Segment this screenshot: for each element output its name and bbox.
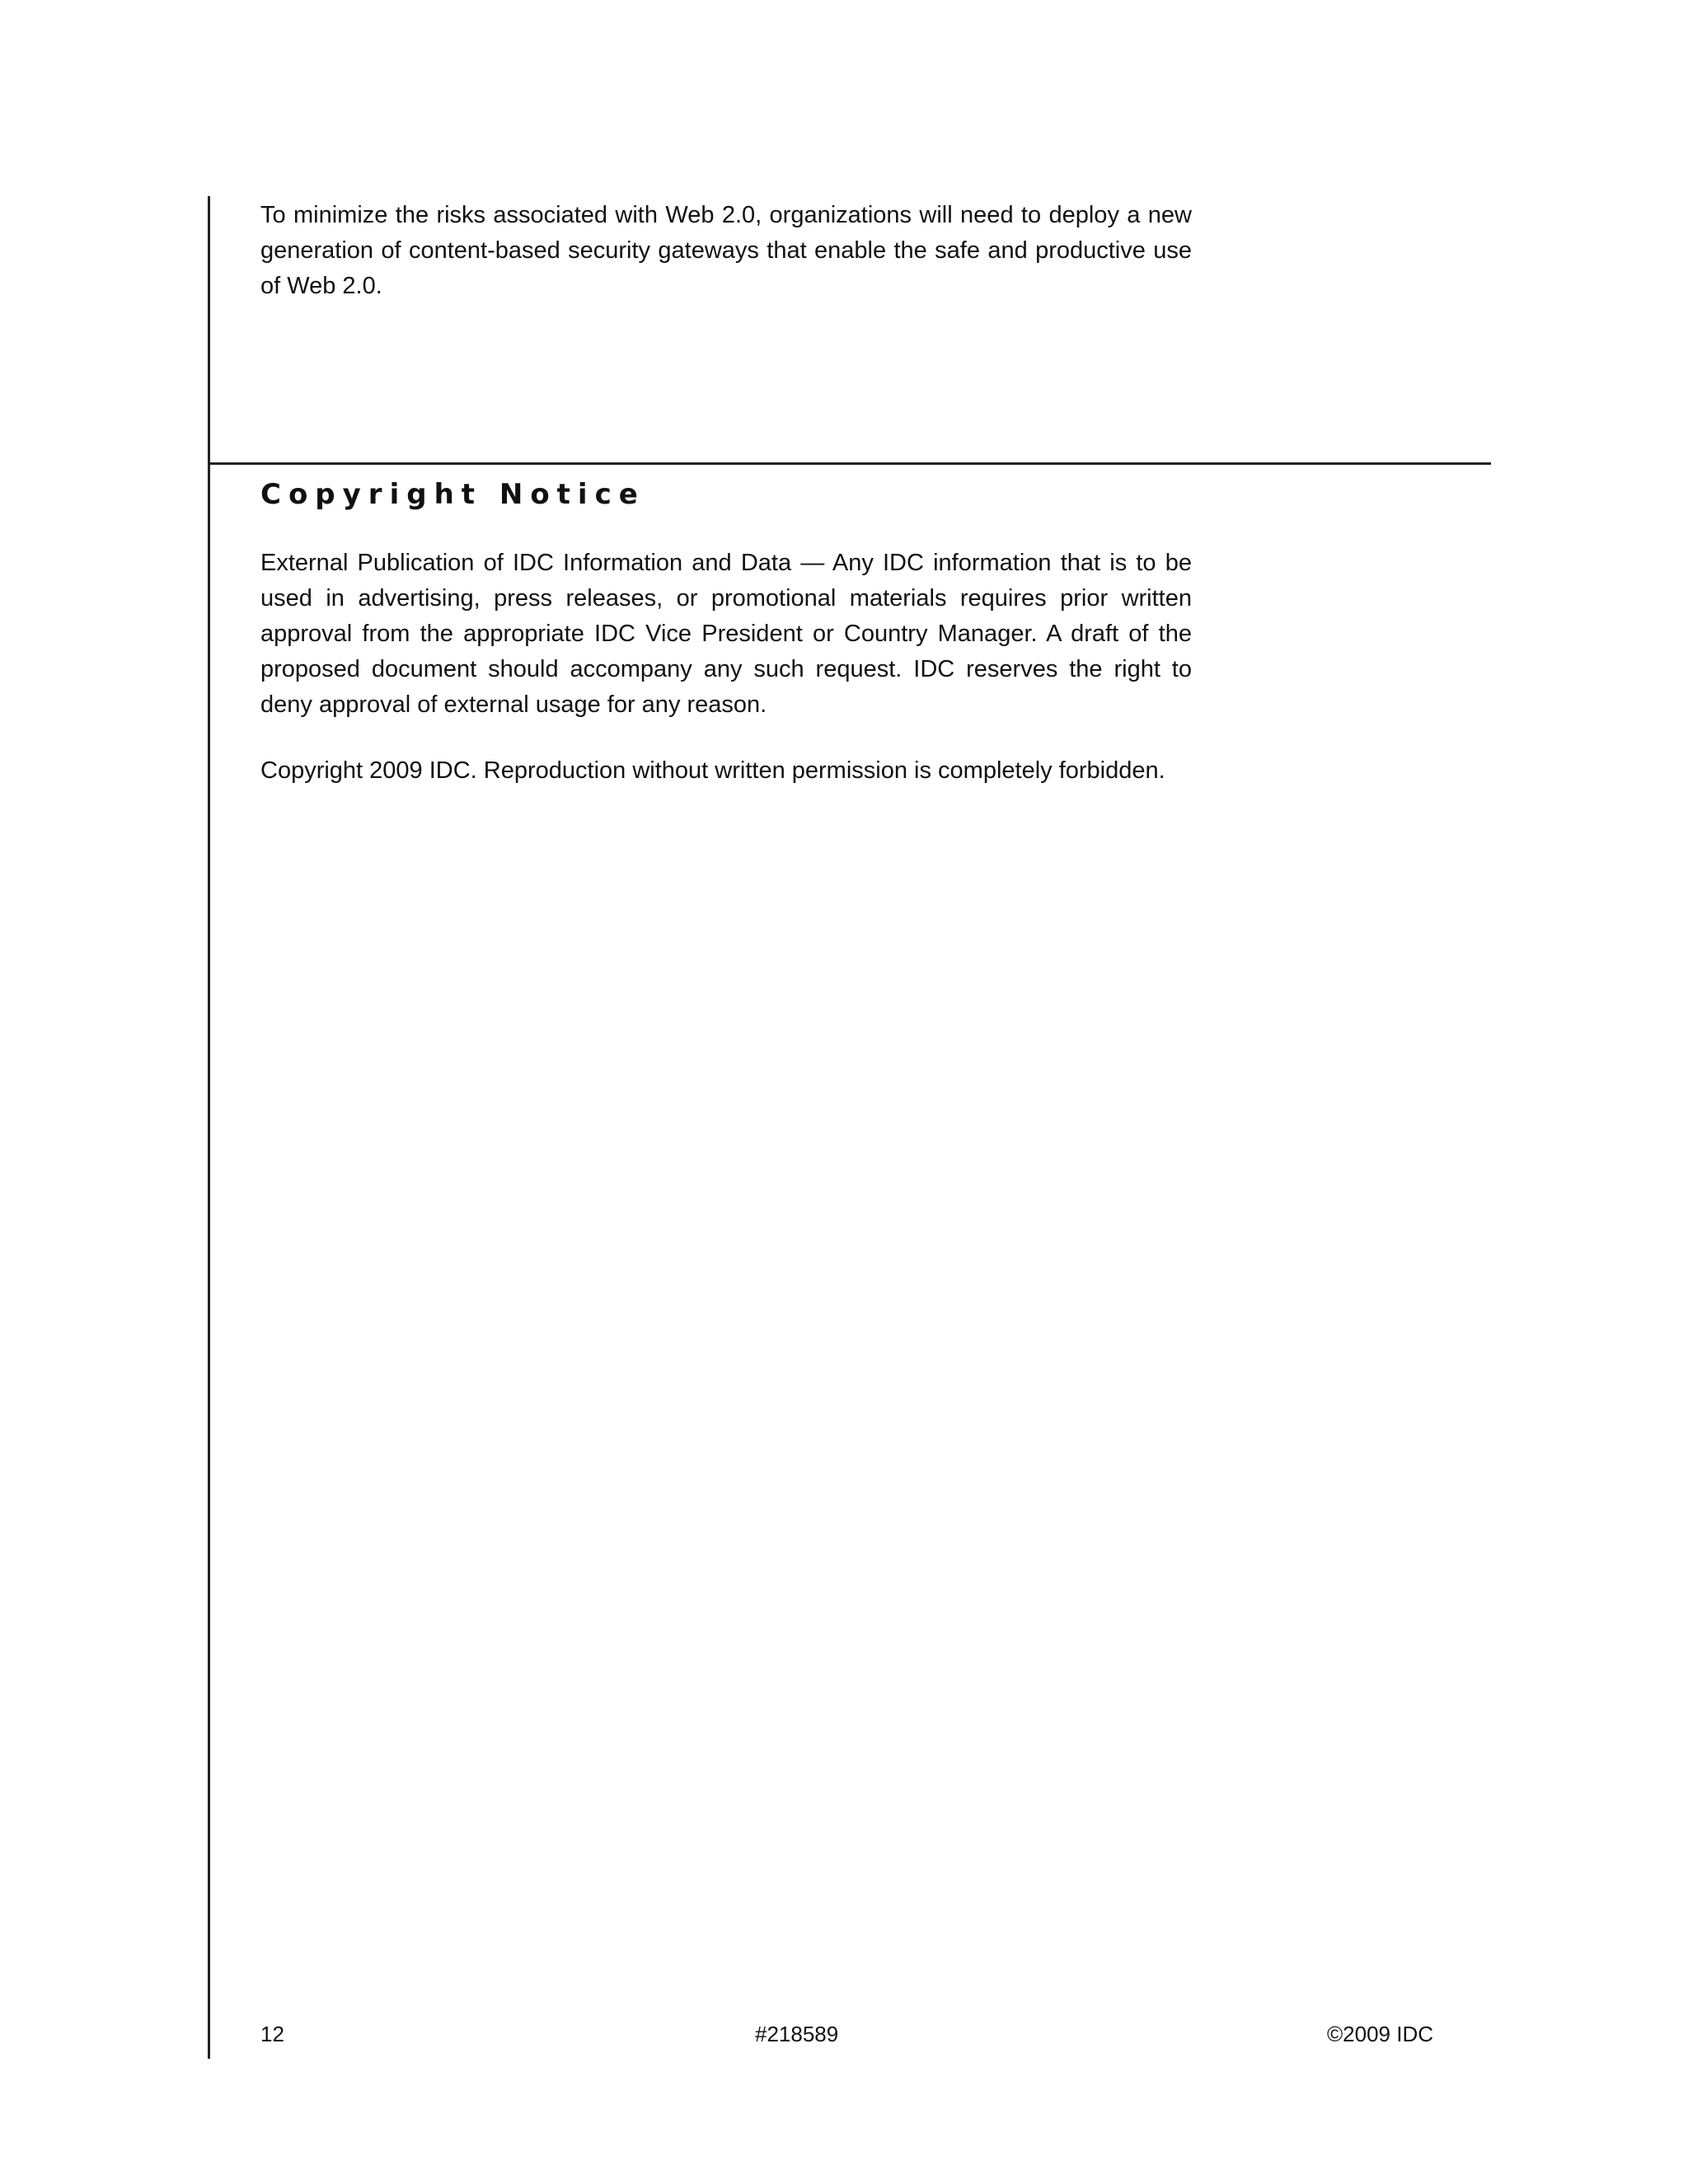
footer-document-number: #218589 — [755, 2022, 839, 2046]
copyright-paragraph: Copyright 2009 IDC. Reproduction without written permission is completely forbidden. — [260, 757, 1165, 784]
external-publication-paragraph: External Publication of IDC Information and Data — Any IDC information that is to be used in advertising, press releases, or promotional materials requires prior written approval from the appropriate IDC Vice President or Country Manager. A draft of the proposed document should accompany any such request. IDC reserves the right to deny approval of external usage for any reason. — [260, 550, 1192, 718]
intro-paragraph: To minimize the risks associated with Web 2.0, organizations will need to deploy a new generation of content-based security gateways that enable the safe and productive use of Web 2.0. — [260, 202, 1192, 299]
footer-page-number: 12 — [260, 2022, 284, 2046]
footer-copyright: ©2009 IDC — [1327, 2022, 1433, 2046]
section-divider — [208, 462, 1491, 465]
left-margin-rule — [208, 196, 210, 2059]
section-heading-copyright-notice: Copyright Notice — [260, 478, 645, 511]
